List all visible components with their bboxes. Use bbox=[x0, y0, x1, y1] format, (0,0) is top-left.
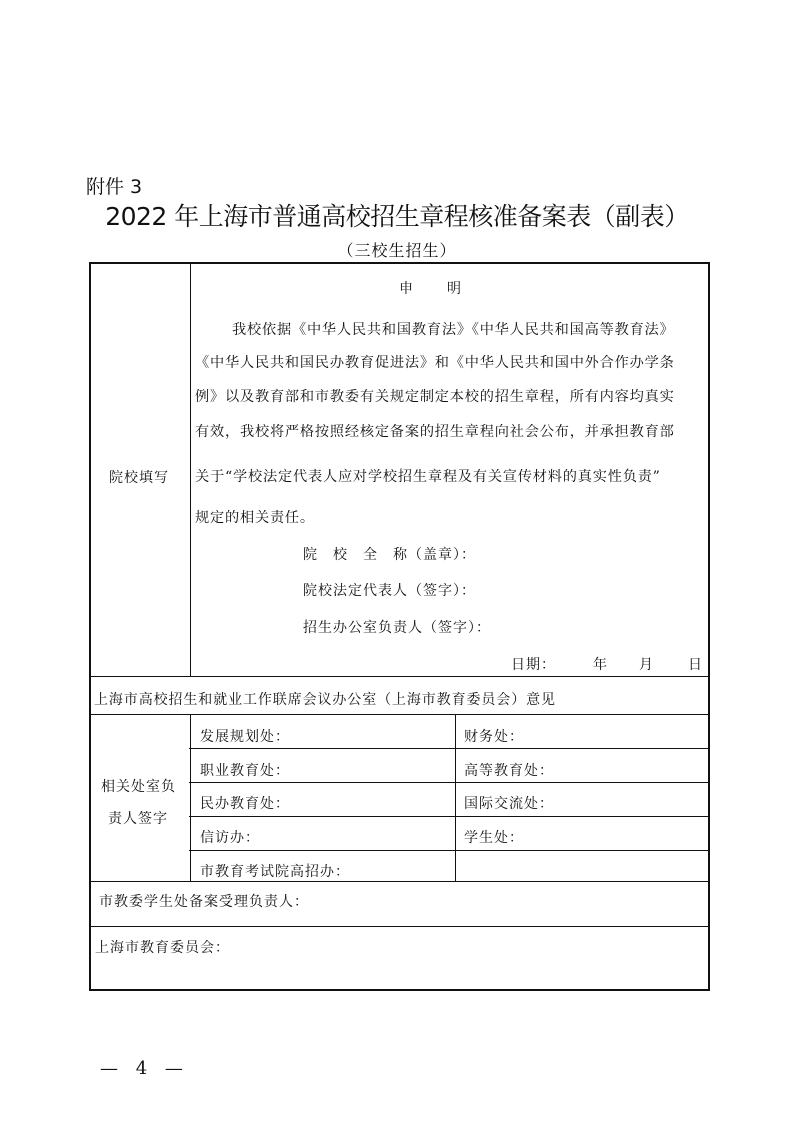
attachment-label: 附件 3 bbox=[86, 176, 143, 198]
declaration-title: 申 明 bbox=[399, 281, 463, 297]
divider bbox=[189, 816, 708, 817]
divider bbox=[189, 782, 708, 783]
divider bbox=[91, 714, 708, 715]
declaration-line: 规定的相关责任。 bbox=[195, 510, 315, 526]
page-number: — 4 — bbox=[100, 1058, 189, 1079]
office-finance: 财务处： bbox=[464, 729, 524, 745]
office-exam-authority: 市教育考试院高招办： bbox=[200, 864, 350, 880]
education-commission: 上海市教育委员会： bbox=[95, 940, 230, 956]
divider bbox=[190, 714, 191, 881]
date-month: 月 bbox=[639, 657, 654, 673]
legal-rep-signature: 院校法定代表人（签字）： bbox=[303, 583, 476, 599]
page-subtitle: （三校生招生） bbox=[337, 241, 457, 260]
divider bbox=[190, 264, 191, 676]
office-student-affairs: 学生处： bbox=[464, 830, 524, 846]
school-name-signature: 院 校 全 称（盖章）： bbox=[303, 547, 476, 563]
divider bbox=[189, 850, 708, 851]
divider bbox=[455, 714, 456, 881]
declaration-line: 关于“学校法定代表人应对学校招生章程及有关宣传材料的真实性负责” bbox=[195, 469, 661, 485]
declaration-line: 例》以及教育部和市教委有关规定制定本校的招生章程，所有内容均真实 bbox=[195, 389, 675, 405]
office-vocational-education: 职业教育处： bbox=[200, 763, 290, 779]
filing-officer: 市教委学生处备案受理负责人： bbox=[99, 894, 309, 910]
declaration-line: 有效，我校将严格按照经核定备案的招生章程向社会公布，并承担教育部 bbox=[195, 424, 675, 440]
date-label: 日期： bbox=[511, 657, 556, 673]
office-private-education: 民办教育处： bbox=[200, 796, 290, 812]
committee-opinion: 上海市高校招生和就业工作联席会议办公室（上海市教育委员会）意见 bbox=[94, 692, 556, 708]
divider bbox=[189, 748, 708, 749]
office-section-label: 相关处室负 bbox=[101, 779, 176, 795]
office-international-exchange: 国际交流处： bbox=[464, 796, 554, 812]
divider bbox=[91, 926, 708, 927]
office-development-planning: 发展规划处： bbox=[200, 729, 290, 745]
filing-form-table bbox=[89, 262, 710, 991]
office-section-label: 责人签字 bbox=[108, 811, 168, 827]
date-year: 年 bbox=[593, 657, 608, 673]
admissions-head-signature: 招生办公室负责人（签字）： bbox=[303, 620, 491, 636]
declaration-line: 我校依据《中华人民共和国教育法》《中华人民共和国高等教育法》 bbox=[232, 322, 675, 338]
date-day: 日 bbox=[688, 657, 703, 673]
declaration-line: 《中华人民共和国民办教育促进法》和《中华人民共和国中外合作办学条 bbox=[195, 355, 675, 371]
school-section-label: 院校填写 bbox=[109, 470, 169, 486]
office-petition: 信访办： bbox=[200, 830, 260, 846]
page-title: 2022 年上海市普通高校招生章程核准备案表（副表） bbox=[105, 202, 689, 231]
divider bbox=[91, 676, 708, 677]
divider bbox=[91, 881, 708, 882]
office-higher-education: 高等教育处： bbox=[464, 763, 554, 779]
